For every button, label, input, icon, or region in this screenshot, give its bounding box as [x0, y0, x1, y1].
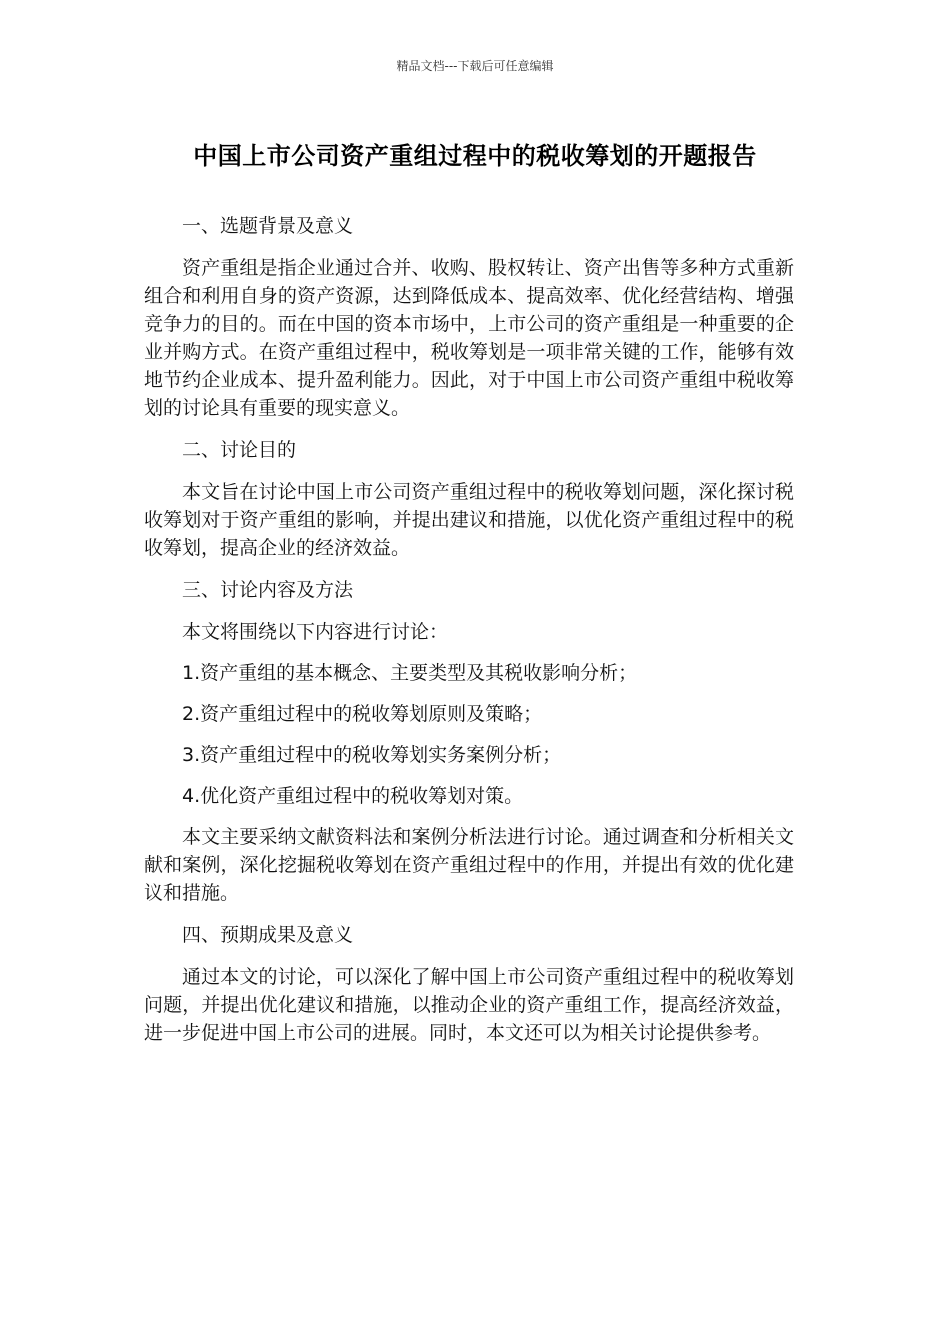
section-3-heading: 三、讨论内容及方法 [182, 579, 354, 601]
document-body [144, 212, 794, 1061]
list-item: 1.资产重组的基本概念、主要类型及其税收影响分析； [182, 662, 638, 684]
section-2-paragraph: 本文旨在讨论中国上市公司资产重组过程中的税收筹划问题，深化探讨税收筹划对于资产重组的影响，并提出建议和措施，以优化资产重组过程中的税收筹划，提高企业的经济效益。 [144, 481, 794, 559]
list-item: 3.资产重组过程中的税收筹划实务案例分析； [182, 744, 562, 766]
list-item: 4.优化资产重组过程中的税收筹划对策。 [182, 785, 524, 807]
header-note: 精品文档---下载后可任意编辑 [396, 59, 554, 73]
section-1-heading: 一、选题背景及意义 [182, 215, 354, 237]
section-1-paragraph: 资产重组是指企业通过合并、收购、股权转让、资产出售等多种方式重新组合和利用自身的资产资源，达到降低成本、提高效率、优化经营结构、增强竞争力的目的。而在中国的资本市场中，上市公司的资产重组是一种重要的企业并购方式。在资产重组过程中，税收筹划是一项非常关键的工作，能够有效地节约企业成本、提升盈利能力。因此，对于中国上市公司资产重组中税收筹划的讨论具有重要的现实意义。 [144, 257, 794, 419]
section-4-heading: 四、预期成果及意义 [182, 924, 354, 946]
section-3-method-paragraph: 本文主要采纳文献资料法和案例分析法进行讨论。通过调查和分析相关文献和案例，深化挖掘税收筹划在资产重组过程中的作用，并提出有效的优化建议和措施。 [144, 826, 794, 904]
section-3-intro: 本文将围绕以下内容进行讨论： [182, 621, 449, 643]
section-4-paragraph: 通过本文的讨论，可以深化了解中国上市公司资产重组过程中的税收筹划问题，并提出优化建议和措施，以推动企业的资产重组工作，提高经济效益，进一步促进中国上市公司的进展。同时，本文还可以为相关讨论提供参考。 [144, 966, 794, 1044]
list-item: 2.资产重组过程中的税收筹划原则及策略； [182, 703, 543, 725]
section-2-heading: 二、讨论目的 [182, 439, 297, 461]
document-title: 中国上市公司资产重组过程中的税收筹划的开题报告 [193, 142, 757, 170]
